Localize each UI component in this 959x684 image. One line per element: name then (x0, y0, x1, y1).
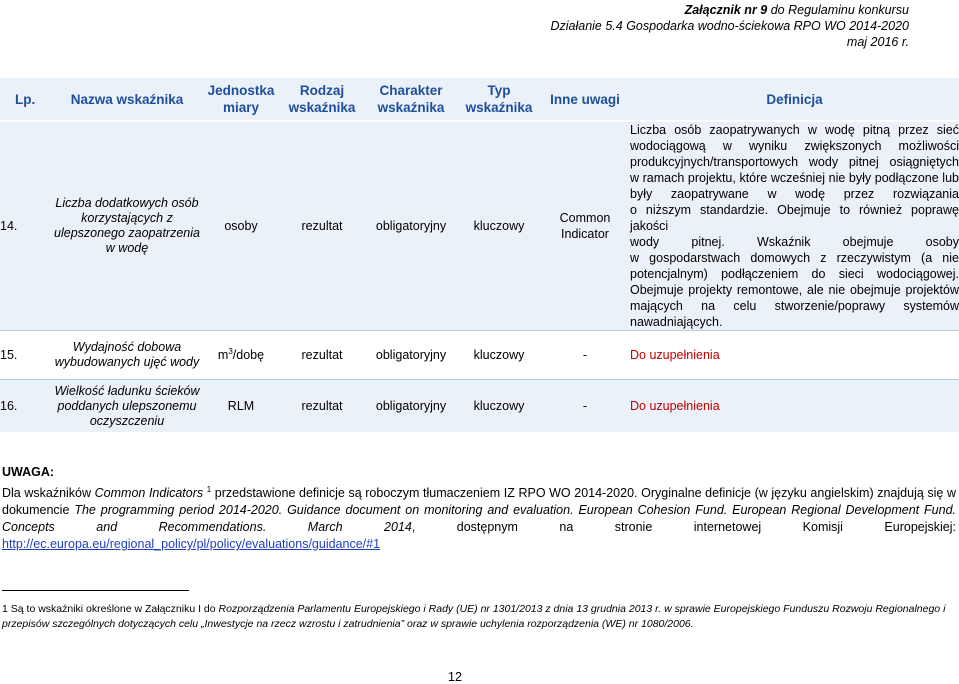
table-row (0, 380, 959, 433)
row-unit: RLM (202, 380, 280, 433)
row-character: obligatoryjny (364, 121, 458, 331)
col-notes: Inne uwagi (540, 78, 630, 121)
row-unit: $m^3$/dobę (202, 331, 280, 380)
row-lp: 15. (0, 331, 52, 380)
footnote: 1 Są to wskaźniki określone w Załączniku I do Rozporządzenia Parlamentu Europejskiego i Rady (UE) nr 1301/2013 z dnia 13 grudnia 2013 r. w sprawie Europejskiego Funduszu Rozwoju Regionalnego i przepisów szczególnych dotyczących celu „Inwestycje na rzecz wzrostu i zatrudnienia” oraz w sprawie uchylenia rozporządzenia (WE) nr 1080/2006. (2, 603, 946, 630)
row-definition: Do uzupełnienia (630, 331, 959, 380)
col-unit: Jednostka miary (202, 78, 280, 121)
row-definition: Do uzupełnienia (630, 380, 959, 433)
row-character: obligatoryjny (364, 331, 458, 380)
row-kind: rezultat (280, 331, 364, 380)
note-title: UWAGA: (2, 465, 55, 479)
row-type: kluczowy (458, 380, 540, 433)
row-type: kluczowy (458, 121, 540, 331)
col-type: Typ wskaźnika (458, 78, 540, 121)
row-kind: rezultat (280, 121, 364, 331)
indicators-table (0, 78, 959, 432)
row-lp: 16. (0, 380, 52, 433)
row-definition: Liczba osób zaopatrywanych w wodę pitną przez sieć wodociągową w wyniku zwiększonych możliwości produkcyjnych/transportowych wody pitnej osiągniętych w ramach projektu, które wcześniej nie były podłączone lub były zaopatrywane w wodę przez rozwiązania o niższym standardzie. Obejmuje to również poprawę jakości wody pitnej. Wskaźnik obejmuje osoby w gospodarstwach domowych z rzeczywistym (a nie potencjalnym) podłączeniem do sieci wodociągowej. Obejmuje projekty remontowe, ale nie obejmuje projektów mających na celu stworzenie/poprawy systemów nawadniających. (630, 123, 959, 329)
table-row (0, 331, 959, 380)
row-name: Liczba dodatkowych osób korzystających z ulepszonego zaopatrzenia w wodę (52, 121, 202, 331)
row-unit: osoby (202, 121, 280, 331)
col-name: Nazwa wskaźnika (52, 78, 202, 121)
row-kind: rezultat (280, 380, 364, 433)
row-name: Wydajność dobowa wybudowanych ujęć wody (52, 331, 202, 380)
col-definition: Definicja (630, 78, 959, 121)
footnote-separator (2, 590, 189, 591)
document-header (550, 2, 909, 50)
row-notes: Common Indicator (540, 121, 630, 331)
note-body: Dla wskaźników Common Indicators $^1$ przedstawione definicje są roboczym tłumaczeniem IZ RPO WO 2014-2020. Oryginalne definicje (w języku angielskim) znajdują się w dokumencie The programming period 2014-2020. Guidance document on monitoring and evaluation. European Cohesion Fund. European Regional Development Fund. Concepts and Recommendations. March 2014, dostępnym na stronie internetowej Komisji Europejskiej: http://ec.europa.eu/regional_policy/pl/policy/evaluations/guidance/#1 (2, 485, 957, 552)
guidance-link[interactable]: http://ec.europa.eu/regional_policy/pl/policy/evaluations/guidance/#1 (2, 537, 381, 552)
date-line: maj 2016 r. (846, 35, 909, 49)
annex-title-rest: do Regulaminu konkursu (767, 3, 909, 17)
row-type: kluczowy (458, 331, 540, 380)
page-number: 12 (448, 670, 462, 684)
col-character: Charakter wskaźnika (364, 78, 458, 121)
col-lp: Lp. (0, 78, 52, 121)
row-lp: 14. (0, 121, 52, 331)
table-row (0, 121, 959, 331)
row-notes: - (540, 331, 630, 380)
row-name: Wielkość ładunku ścieków poddanych ulepszonemu oczyszczeniu (52, 380, 202, 433)
table-header-row (0, 78, 959, 121)
measure-line: Działanie 5.4 Gospodarka wodno-ściekowa RPO WO 2014-2020 (550, 19, 909, 33)
annex-title: Załącznik nr 9 (684, 3, 768, 17)
col-kind: Rodzaj wskaźnika (280, 78, 364, 121)
row-character: obligatoryjny (364, 380, 458, 433)
row-notes: - (540, 380, 630, 433)
